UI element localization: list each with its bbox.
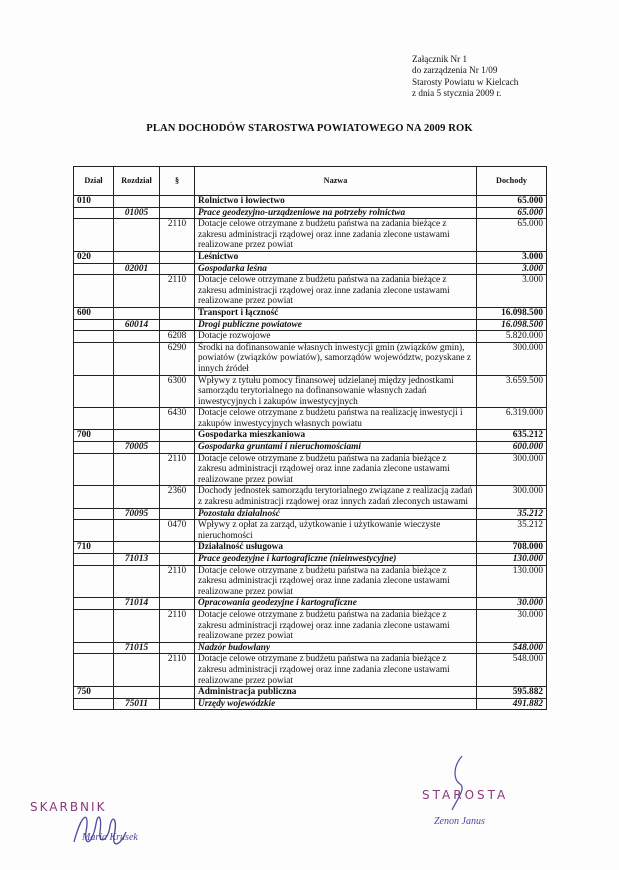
table-row-rozdzial bbox=[74, 442, 547, 454]
cell-rozdzial bbox=[114, 331, 160, 343]
cell-dzial bbox=[74, 375, 114, 408]
cell-paragraf: 2110 bbox=[160, 453, 195, 486]
cell-dochody: 300.000 bbox=[477, 342, 547, 375]
cell-paragraf: 2110 bbox=[160, 275, 195, 308]
cell-dochody: 708.000 bbox=[477, 542, 547, 554]
cell-dzial bbox=[74, 453, 114, 486]
cell-dochody: 3.000 bbox=[477, 275, 547, 308]
cell-rozdzial: 01005 bbox=[114, 207, 160, 219]
cell-dochody: 300.000 bbox=[477, 453, 547, 486]
cell-paragraf: 2110 bbox=[160, 609, 195, 642]
income-plan-table bbox=[73, 166, 547, 710]
cell-dzial: 750 bbox=[74, 687, 114, 699]
cell-dzial: 010 bbox=[74, 196, 114, 208]
table-row-par bbox=[74, 275, 547, 308]
cell-rozdzial: 60014 bbox=[114, 319, 160, 331]
cell-nazwa: Pozostała działalność bbox=[195, 508, 477, 520]
cell-rozdzial bbox=[114, 430, 160, 442]
cell-nazwa: Prace geodezyjne i kartograficzne (nieinwestycyjne) bbox=[195, 554, 477, 566]
attachment-line-4: z dnia 5 stycznia 2009 r. bbox=[412, 87, 502, 98]
table-row-dzial bbox=[74, 251, 547, 263]
cell-paragraf bbox=[160, 687, 195, 699]
treasurer-name: Maria Krusek bbox=[82, 832, 138, 843]
cell-dochody: 600.000 bbox=[477, 442, 547, 454]
cell-dzial bbox=[74, 654, 114, 687]
cell-dzial bbox=[74, 442, 114, 454]
table-row-rozdzial bbox=[74, 508, 547, 520]
cell-rozdzial bbox=[114, 654, 160, 687]
table-row-rozdzial bbox=[74, 263, 547, 275]
treasurer-signature-icon bbox=[62, 802, 132, 854]
attachment-note bbox=[412, 54, 518, 99]
cell-dochody: 35.212 bbox=[477, 520, 547, 542]
table-row-par bbox=[74, 609, 547, 642]
cell-paragraf bbox=[160, 207, 195, 219]
cell-rozdzial: 02001 bbox=[114, 263, 160, 275]
header-dzial: Dział bbox=[74, 167, 114, 196]
cell-paragraf bbox=[160, 642, 195, 654]
cell-dochody: 491.882 bbox=[477, 698, 547, 710]
cell-paragraf bbox=[160, 442, 195, 454]
cell-dochody: 635.212 bbox=[477, 430, 547, 442]
table-row-par bbox=[74, 520, 547, 542]
starost-signature-block bbox=[412, 784, 592, 844]
cell-rozdzial bbox=[114, 542, 160, 554]
cell-nazwa: Dotacje celowe otrzymane z budżetu państwa na zadania bieżące z zakresu administracji rządowej oraz inne zadania zlecone ustawami realizowane przez powiat bbox=[195, 654, 477, 687]
cell-paragraf bbox=[160, 542, 195, 554]
cell-dochody: 65.000 bbox=[477, 207, 547, 219]
cell-nazwa: Urzędy wojewódzkie bbox=[195, 698, 477, 710]
table-row-rozdzial bbox=[74, 319, 547, 331]
cell-rozdzial bbox=[114, 486, 160, 508]
cell-rozdzial bbox=[114, 453, 160, 486]
table-row-par bbox=[74, 331, 547, 343]
cell-dzial: 700 bbox=[74, 430, 114, 442]
starost-name: Zenon Janus bbox=[434, 816, 485, 827]
cell-dochody: 130.000 bbox=[477, 554, 547, 566]
cell-dzial bbox=[74, 263, 114, 275]
header-rozdzial: Rozdział bbox=[114, 167, 160, 196]
cell-dochody: 6.319.000 bbox=[477, 408, 547, 430]
cell-nazwa: Działalność usługowa bbox=[195, 542, 477, 554]
starost-signature-icon bbox=[440, 754, 480, 814]
starost-stamp: STAROSTA bbox=[422, 788, 509, 802]
attachment-line-1: Załącznik Nr 1 bbox=[412, 54, 468, 64]
cell-nazwa: Administracja publiczna bbox=[195, 687, 477, 699]
cell-paragraf: 6430 bbox=[160, 408, 195, 430]
table-row-dzial bbox=[74, 687, 547, 699]
table-row-dzial bbox=[74, 196, 547, 208]
cell-rozdzial: 71013 bbox=[114, 554, 160, 566]
cell-dzial: 710 bbox=[74, 542, 114, 554]
cell-rozdzial bbox=[114, 375, 160, 408]
cell-paragraf bbox=[160, 307, 195, 319]
treasurer-signature-block bbox=[22, 800, 182, 860]
cell-nazwa: Rolnictwo i łowiectwo bbox=[195, 196, 477, 208]
table-row-par bbox=[74, 565, 547, 598]
cell-dochody: 65.000 bbox=[477, 196, 547, 208]
table-row-rozdzial bbox=[74, 554, 547, 566]
cell-paragraf: 6290 bbox=[160, 342, 195, 375]
cell-dzial bbox=[74, 598, 114, 610]
cell-rozdzial: 71015 bbox=[114, 642, 160, 654]
table-row-par bbox=[74, 219, 547, 252]
cell-nazwa: Transport i łączność bbox=[195, 307, 477, 319]
cell-dzial bbox=[74, 609, 114, 642]
cell-rozdzial bbox=[114, 609, 160, 642]
cell-dochody: 595.882 bbox=[477, 687, 547, 699]
attachment-line-2: do zarządzenia Nr 1/09 bbox=[412, 65, 498, 76]
cell-rozdzial bbox=[114, 565, 160, 598]
cell-nazwa: Dotacje celowe otrzymane z budżetu państwa na zadania bieżące z zakresu administracji rządowej oraz inne zadania zlecone ustawami realizowane przez powiat bbox=[195, 219, 477, 252]
cell-dochody: 548.000 bbox=[477, 654, 547, 687]
cell-dzial bbox=[74, 642, 114, 654]
cell-rozdzial bbox=[114, 342, 160, 375]
cell-paragraf: 2360 bbox=[160, 486, 195, 508]
cell-dzial bbox=[74, 207, 114, 219]
cell-dzial: 600 bbox=[74, 307, 114, 319]
cell-dochody: 3.000 bbox=[477, 251, 547, 263]
cell-nazwa: Gospodarka gruntami i nieruchomościami bbox=[195, 442, 477, 454]
table-row-rozdzial bbox=[74, 698, 547, 710]
cell-nazwa: Gospodarka leśna bbox=[195, 263, 477, 275]
cell-dochody: 548.000 bbox=[477, 642, 547, 654]
cell-nazwa: Leśnictwo bbox=[195, 251, 477, 263]
cell-rozdzial bbox=[114, 275, 160, 308]
table-row-rozdzial bbox=[74, 598, 547, 610]
cell-dochody: 35.212 bbox=[477, 508, 547, 520]
cell-dzial bbox=[74, 331, 114, 343]
cell-paragraf: 2110 bbox=[160, 565, 195, 598]
cell-paragraf bbox=[160, 430, 195, 442]
cell-nazwa: Wpływy z tytułu pomocy finansowej udzielanej między jednostkami samorządu terytorialnego na dofinansowanie własnych zadań inwestycyjnych i zakupów inwestycyjnych bbox=[195, 375, 477, 408]
table-row-rozdzial bbox=[74, 207, 547, 219]
table-row-par bbox=[74, 342, 547, 375]
cell-dochody: 5.820.000 bbox=[477, 331, 547, 343]
cell-rozdzial: 71014 bbox=[114, 598, 160, 610]
cell-nazwa: Dotacje celowe otrzymane z budżetu państwa na zadania bieżące z zakresu administracji rządowej oraz inne zadania zlecone ustawami realizowane przez powiat bbox=[195, 565, 477, 598]
cell-rozdzial bbox=[114, 251, 160, 263]
cell-paragraf bbox=[160, 508, 195, 520]
table-row-par bbox=[74, 408, 547, 430]
cell-paragraf bbox=[160, 554, 195, 566]
table-row-dzial bbox=[74, 542, 547, 554]
cell-paragraf bbox=[160, 263, 195, 275]
cell-dzial bbox=[74, 219, 114, 252]
cell-rozdzial bbox=[114, 196, 160, 208]
header-dochody: Dochody bbox=[477, 167, 547, 196]
cell-rozdzial: 75011 bbox=[114, 698, 160, 710]
table-row-par bbox=[74, 375, 547, 408]
cell-nazwa: Nadzór budowlany bbox=[195, 642, 477, 654]
cell-nazwa: Dotacje celowe otrzymane z budżetu państwa na realizację inwestycji i zakupów inwestycyjnych własnych powiatu bbox=[195, 408, 477, 430]
cell-nazwa: Środki na dofinansowanie własnych inwestycji gmin (związków gmin), powiatów (związków powiatów), samorządów województw, pozyskane z innych źródeł bbox=[195, 342, 477, 375]
cell-dzial: 020 bbox=[74, 251, 114, 263]
cell-dochody: 65.000 bbox=[477, 219, 547, 252]
cell-dzial bbox=[74, 319, 114, 331]
cell-nazwa: Dotacje rozwojowe bbox=[195, 331, 477, 343]
cell-paragraf: 0470 bbox=[160, 520, 195, 542]
cell-dochody: 16.098.500 bbox=[477, 319, 547, 331]
cell-dochody: 16.098.500 bbox=[477, 307, 547, 319]
cell-rozdzial bbox=[114, 687, 160, 699]
cell-paragraf: 6208 bbox=[160, 331, 195, 343]
cell-rozdzial: 70005 bbox=[114, 442, 160, 454]
cell-nazwa: Dochody jednostek samorządu terytorialnego związane z realizacją zadań z zakresu administracji rządowej oraz innych zadań zleconych ustawami bbox=[195, 486, 477, 508]
cell-dzial bbox=[74, 508, 114, 520]
cell-rozdzial bbox=[114, 520, 160, 542]
cell-nazwa: Dotacje celowe otrzymane z budżetu państwa na zadania bieżące z zakresu administracji rządowej oraz inne zadania zlecone ustawami realizowane przez powiat bbox=[195, 609, 477, 642]
cell-rozdzial: 70095 bbox=[114, 508, 160, 520]
cell-dochody: 30.000 bbox=[477, 609, 547, 642]
attachment-line-3: Starosty Powiatu w Kielcach bbox=[412, 76, 519, 87]
cell-nazwa: Prace geodezyjno-urządzeniowe na potrzeby rolnictwa bbox=[195, 207, 477, 219]
cell-paragraf: 2110 bbox=[160, 219, 195, 252]
cell-dochody: 130.000 bbox=[477, 565, 547, 598]
cell-dzial bbox=[74, 275, 114, 308]
cell-dochody: 30.000 bbox=[477, 598, 547, 610]
table-row-rozdzial bbox=[74, 642, 547, 654]
table-row-par bbox=[74, 486, 547, 508]
cell-dochody: 3.659.500 bbox=[477, 375, 547, 408]
cell-rozdzial bbox=[114, 219, 160, 252]
cell-nazwa: Dotacje celowe otrzymane z budżetu państwa na zadania bieżące z zakresu administracji rządowej oraz inne zadania zlecone ustawami realizowane przez powiat bbox=[195, 275, 477, 308]
document-title: PLAN DOCHODÓW STAROSTWA POWIATOWEGO NA 2009 ROK bbox=[146, 123, 473, 134]
treasurer-stamp: SKARBNIK bbox=[30, 800, 107, 814]
cell-nazwa: Gospodarka mieszkaniowa bbox=[195, 430, 477, 442]
cell-rozdzial bbox=[114, 307, 160, 319]
cell-dzial bbox=[74, 565, 114, 598]
table-body bbox=[74, 196, 547, 710]
cell-paragraf: 6300 bbox=[160, 375, 195, 408]
cell-paragraf: 2110 bbox=[160, 654, 195, 687]
cell-rozdzial bbox=[114, 408, 160, 430]
header-paragraf: § bbox=[160, 167, 195, 196]
table-row-par bbox=[74, 453, 547, 486]
header-nazwa: Nazwa bbox=[195, 167, 477, 196]
cell-paragraf bbox=[160, 251, 195, 263]
cell-dzial bbox=[74, 342, 114, 375]
table-header-row bbox=[74, 167, 547, 196]
cell-nazwa: Drogi publiczne powiatowe bbox=[195, 319, 477, 331]
cell-paragraf bbox=[160, 196, 195, 208]
cell-nazwa: Dotacje celowe otrzymane z budżetu państwa na zadania bieżące z zakresu administracji rządowej oraz inne zadania zlecone ustawami realizowane przez powiat bbox=[195, 453, 477, 486]
table-row-dzial bbox=[74, 307, 547, 319]
cell-dzial bbox=[74, 486, 114, 508]
cell-dzial bbox=[74, 698, 114, 710]
cell-dzial bbox=[74, 520, 114, 542]
cell-paragraf bbox=[160, 698, 195, 710]
cell-dochody: 300.000 bbox=[477, 486, 547, 508]
cell-dochody: 3.000 bbox=[477, 263, 547, 275]
cell-dzial bbox=[74, 408, 114, 430]
cell-paragraf bbox=[160, 319, 195, 331]
cell-nazwa: Wpływy z opłat za zarząd, użytkowanie i użytkowanie wieczyste nieruchomości bbox=[195, 520, 477, 542]
table-row-dzial bbox=[74, 430, 547, 442]
table-row-par bbox=[74, 654, 547, 687]
cell-nazwa: Opracowania geodezyjne i kartograficzne bbox=[195, 598, 477, 610]
cell-paragraf bbox=[160, 598, 195, 610]
cell-dzial bbox=[74, 554, 114, 566]
